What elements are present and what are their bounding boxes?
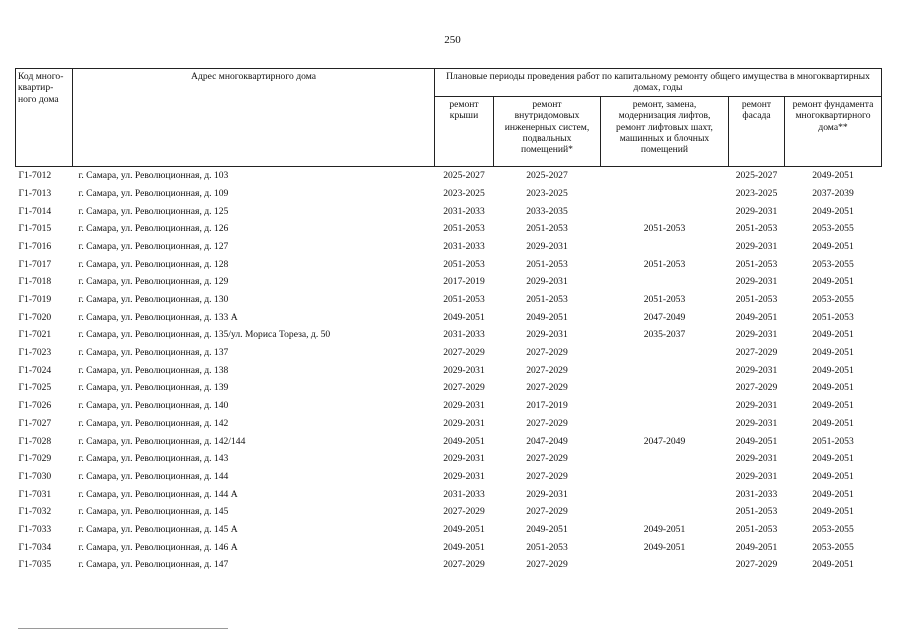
- row-code: Г1-7015: [18, 223, 52, 235]
- table-row: [16, 362, 882, 380]
- row-address: г. Самара, ул. Революционная, д. 137: [78, 347, 229, 359]
- row-engineering-period: 2027-2029: [526, 453, 568, 465]
- row-roof-period: 2029-2031: [443, 417, 485, 429]
- row-code: Г1-7030: [18, 470, 52, 482]
- table-row: [16, 432, 882, 450]
- row-engineering-period: 2027-2029: [526, 470, 568, 482]
- table-row: [16, 167, 882, 185]
- row-elevators-period: 2051-2053: [643, 223, 686, 235]
- row-address: г. Самара, ул. Революционная, д. 140: [78, 400, 229, 412]
- row-elevators-period: [601, 273, 729, 291]
- row-foundation-period: 2049-2051: [812, 382, 854, 394]
- row-engineering-period: 2027-2029: [526, 382, 568, 394]
- row-foundation-period: 2049-2051: [812, 347, 854, 359]
- row-facade-period: 2051-2053: [735, 294, 778, 305]
- row-foundation-period: 2053-2055: [812, 223, 854, 235]
- row-roof-period: 2029-2031: [443, 364, 485, 376]
- row-elevators-period: [601, 468, 729, 486]
- row-address: г. Самара, ул. Революционная, д. 147: [78, 559, 229, 571]
- row-elevators-period: 2047-2049: [643, 311, 686, 323]
- row-facade-period: 2049-2051: [735, 435, 778, 447]
- row-elevators-period: 2049-2051: [643, 541, 686, 553]
- row-foundation-period: 2053-2055: [812, 294, 854, 305]
- table-row: [16, 220, 882, 238]
- row-facade-period: 2029-2031: [735, 329, 778, 341]
- row-address: г. Самара, ул. Революционная, д. 144: [78, 470, 229, 482]
- row-foundation-period: 2049-2051: [812, 470, 854, 482]
- row-foundation-period: 2049-2051: [812, 276, 854, 288]
- table-row: [16, 556, 882, 574]
- row-engineering-period: 2027-2029: [526, 506, 568, 518]
- row-elevators-period: 2051-2053: [643, 294, 686, 305]
- row-roof-period: 2031-2033: [443, 240, 485, 252]
- row-elevators-period: [601, 450, 729, 468]
- page-bottom-rule: [18, 628, 228, 629]
- row-engineering-period: 2025-2027: [526, 170, 568, 182]
- row-elevators-period: [601, 485, 729, 503]
- row-address: г. Самара, ул. Революционная, д. 138: [78, 364, 229, 376]
- row-address: г. Самара, ул. Революционная, д. 130: [78, 294, 229, 305]
- row-roof-period: 2031-2033: [443, 205, 485, 217]
- row-address: г. Самара, ул. Революционная, д. 103: [78, 170, 229, 182]
- row-roof-period: 2029-2031: [443, 453, 485, 465]
- row-facade-period: 2023-2025: [735, 187, 778, 199]
- row-elevators-period: 2049-2051: [643, 523, 686, 535]
- row-code: Г1-7020: [18, 311, 52, 323]
- row-roof-period: 2027-2029: [443, 347, 485, 359]
- table-row: [16, 379, 882, 397]
- row-roof-period: 2027-2029: [443, 506, 485, 518]
- row-elevators-period: [601, 185, 729, 203]
- row-facade-period: 2051-2053: [735, 506, 778, 518]
- row-facade-period: 2029-2031: [735, 205, 778, 217]
- row-roof-period: 2029-2031: [443, 400, 485, 412]
- row-elevators-period: [601, 503, 729, 521]
- row-engineering-period: 2027-2029: [526, 417, 568, 429]
- row-foundation-period: 2053-2055: [812, 258, 854, 270]
- row-foundation-period: 2037-2039: [812, 187, 854, 199]
- row-engineering-period: 2029-2031: [526, 276, 568, 288]
- table-row: [16, 521, 882, 539]
- row-engineering-period: 2051-2053: [526, 223, 568, 235]
- row-roof-period: 2049-2051: [443, 541, 485, 553]
- row-facade-period: 2049-2051: [735, 541, 778, 553]
- row-roof-period: 2025-2027: [443, 170, 485, 182]
- row-address: г. Самара, ул. Революционная, д. 129: [78, 276, 229, 288]
- row-code: Г1-7035: [18, 559, 52, 571]
- row-engineering-period: 2051-2053: [526, 294, 568, 305]
- row-address: г. Самара, ул. Революционная, д. 133 А: [78, 311, 238, 323]
- row-address: г. Самара, ул. Революционная, д. 142: [78, 417, 229, 429]
- row-roof-period: 2049-2051: [443, 435, 485, 447]
- row-foundation-period: 2051-2053: [812, 435, 854, 447]
- row-roof-period: 2031-2033: [443, 488, 485, 500]
- row-elevators-period: [601, 202, 729, 220]
- row-engineering-period: 2049-2051: [526, 311, 568, 323]
- header-foundation: ремонт фундамента многоквартирного дома**: [785, 97, 882, 167]
- row-engineering-period: 2023-2025: [526, 187, 568, 199]
- row-facade-period: 2051-2053: [735, 223, 778, 235]
- table-row: [16, 468, 882, 486]
- table-row: [16, 344, 882, 362]
- row-elevators-period: 2035-2037: [643, 329, 686, 341]
- row-elevators-period: [601, 397, 729, 415]
- row-code: Г1-7025: [18, 382, 52, 394]
- row-code: Г1-7028: [18, 435, 52, 447]
- row-roof-period: 2027-2029: [443, 559, 485, 571]
- row-roof-period: 2031-2033: [443, 329, 485, 341]
- table-row: [16, 485, 882, 503]
- table-row: [16, 273, 882, 291]
- row-code: Г1-7029: [18, 453, 52, 465]
- row-address: г. Самара, ул. Революционная, д. 126: [78, 223, 229, 235]
- table-row: [16, 185, 882, 203]
- row-elevators-period: [601, 167, 729, 185]
- row-roof-period: 2023-2025: [443, 187, 485, 199]
- row-code: Г1-7017: [18, 258, 52, 270]
- row-facade-period: 2029-2031: [735, 417, 778, 429]
- row-facade-period: 2027-2029: [735, 347, 778, 359]
- row-roof-period: 2051-2053: [443, 223, 485, 235]
- row-code: Г1-7023: [18, 347, 52, 359]
- page-number: 250: [444, 34, 461, 46]
- row-code: Г1-7031: [18, 488, 52, 500]
- row-code: Г1-7034: [18, 541, 52, 553]
- table-row: [16, 397, 882, 415]
- row-engineering-period: 2029-2031: [526, 488, 568, 500]
- row-roof-period: 2017-2019: [443, 276, 485, 288]
- row-foundation-period: 2049-2051: [812, 364, 854, 376]
- row-roof-period: 2051-2053: [443, 294, 485, 305]
- row-code: Г1-7021: [18, 329, 52, 341]
- table-row: [16, 415, 882, 433]
- header-roof: ремонт крыши: [435, 97, 494, 167]
- row-engineering-period: 2033-2035: [526, 205, 568, 217]
- row-facade-period: 2029-2031: [735, 364, 778, 376]
- table-row: [16, 255, 882, 273]
- table-row: [16, 538, 882, 556]
- row-address: г. Самара, ул. Революционная, д. 125: [78, 205, 229, 217]
- row-engineering-period: 2027-2029: [526, 364, 568, 376]
- row-engineering-period: 2051-2053: [526, 258, 568, 270]
- row-address: г. Самара, ул. Революционная, д. 135/ул. Мориса Тореза, д. 50: [78, 329, 331, 341]
- row-elevators-period: [601, 379, 729, 397]
- row-code: Г1-7014: [18, 205, 52, 217]
- table-row: [16, 450, 882, 468]
- table-row: [16, 503, 882, 521]
- row-engineering-period: 2047-2049: [526, 435, 568, 447]
- row-address: г. Самара, ул. Революционная, д. 128: [78, 258, 229, 270]
- row-code: Г1-7032: [18, 506, 52, 518]
- row-engineering-period: 2027-2029: [526, 559, 568, 571]
- row-address: г. Самара, ул. Революционная, д. 109: [78, 187, 229, 199]
- row-elevators-period: [601, 238, 729, 256]
- row-address: г. Самара, ул. Революционная, д. 143: [78, 453, 229, 465]
- header-address: Адрес многоквартирного дома: [73, 69, 435, 167]
- table-row: [16, 202, 882, 220]
- repair-schedule-table: [15, 68, 882, 574]
- row-foundation-period: 2049-2051: [812, 417, 854, 429]
- row-facade-period: 2029-2031: [735, 453, 778, 465]
- row-foundation-period: 2053-2055: [812, 541, 854, 553]
- row-engineering-period: 2051-2053: [526, 541, 568, 553]
- row-address: г. Самара, ул. Революционная, д. 139: [78, 382, 229, 394]
- row-engineering-period: 2017-2019: [526, 400, 568, 412]
- row-facade-period: 2029-2031: [735, 400, 778, 412]
- row-code: Г1-7027: [18, 417, 52, 429]
- row-roof-period: 2027-2029: [443, 382, 485, 394]
- row-engineering-period: 2049-2051: [526, 523, 568, 535]
- row-foundation-period: 2049-2051: [812, 488, 854, 500]
- row-roof-period: 2029-2031: [443, 470, 485, 482]
- row-code: Г1-7016: [18, 240, 52, 252]
- row-facade-period: 2029-2031: [735, 470, 778, 482]
- row-foundation-period: 2049-2051: [812, 400, 854, 412]
- row-code: Г1-7019: [18, 294, 52, 305]
- row-facade-period: 2049-2051: [735, 311, 778, 323]
- row-foundation-period: 2049-2051: [812, 506, 854, 518]
- row-code: Г1-7033: [18, 523, 52, 535]
- row-facade-period: 2051-2053: [735, 258, 778, 270]
- row-elevators-period: 2047-2049: [643, 435, 686, 447]
- row-address: г. Самара, ул. Революционная, д. 145: [78, 506, 229, 518]
- row-roof-period: 2051-2053: [443, 258, 485, 270]
- row-engineering-period: 2027-2029: [526, 347, 568, 359]
- row-address: г. Самара, ул. Революционная, д. 145 А: [78, 523, 238, 535]
- table-row: [16, 309, 882, 327]
- row-roof-period: 2049-2051: [443, 311, 485, 323]
- row-elevators-period: [601, 344, 729, 362]
- row-roof-period: 2049-2051: [443, 523, 485, 535]
- row-foundation-period: 2049-2051: [812, 559, 854, 571]
- row-code: Г1-7013: [18, 187, 52, 199]
- row-foundation-period: 2053-2055: [812, 523, 854, 535]
- row-facade-period: 2051-2053: [735, 523, 778, 535]
- row-foundation-period: 2049-2051: [812, 240, 854, 252]
- row-foundation-period: 2049-2051: [812, 205, 854, 217]
- header-facade: ремонт фасада: [729, 97, 785, 167]
- row-facade-period: 2025-2027: [735, 170, 778, 182]
- row-code: Г1-7018: [18, 276, 52, 288]
- row-elevators-period: [601, 415, 729, 433]
- header-code: Код много- квартир- ного дома: [16, 69, 73, 167]
- row-facade-period: 2027-2029: [735, 382, 778, 394]
- table-row: [16, 326, 882, 344]
- header-periods: Плановые периоды проведения работ по капитальному ремонту общего имущества в многоквартирных домах, годы: [435, 69, 882, 97]
- row-address: г. Самара, ул. Революционная, д. 127: [78, 240, 229, 252]
- header-elevators: ремонт, замена, модернизация лифтов, ремонт лифтовых шахт, машинных и блочных помещений: [601, 97, 729, 167]
- table-row: [16, 291, 882, 309]
- row-engineering-period: 2029-2031: [526, 329, 568, 341]
- row-address: г. Самара, ул. Революционная, д. 146 А: [78, 541, 238, 553]
- row-facade-period: 2029-2031: [735, 240, 778, 252]
- row-code: Г1-7024: [18, 364, 52, 376]
- row-elevators-period: [601, 556, 729, 574]
- row-code: Г1-7026: [18, 400, 52, 412]
- table-row: [16, 238, 882, 256]
- header-engineering: ремонт внутридомовых инженерных систем, подвальных помещений*: [494, 97, 601, 167]
- row-foundation-period: 2049-2051: [812, 453, 854, 465]
- row-engineering-period: 2029-2031: [526, 240, 568, 252]
- row-foundation-period: 2051-2053: [812, 311, 854, 323]
- row-facade-period: 2029-2031: [735, 276, 778, 288]
- row-address: г. Самара, ул. Революционная, д. 142/144: [78, 435, 246, 447]
- row-elevators-period: [601, 362, 729, 380]
- row-address: г. Самара, ул. Революционная, д. 144 А: [78, 488, 238, 500]
- row-foundation-period: 2049-2051: [812, 170, 854, 182]
- row-foundation-period: 2049-2051: [812, 329, 854, 341]
- row-code: Г1-7012: [18, 170, 52, 182]
- row-elevators-period: 2051-2053: [643, 258, 686, 270]
- row-facade-period: 2031-2033: [735, 488, 778, 500]
- row-facade-period: 2027-2029: [735, 559, 778, 571]
